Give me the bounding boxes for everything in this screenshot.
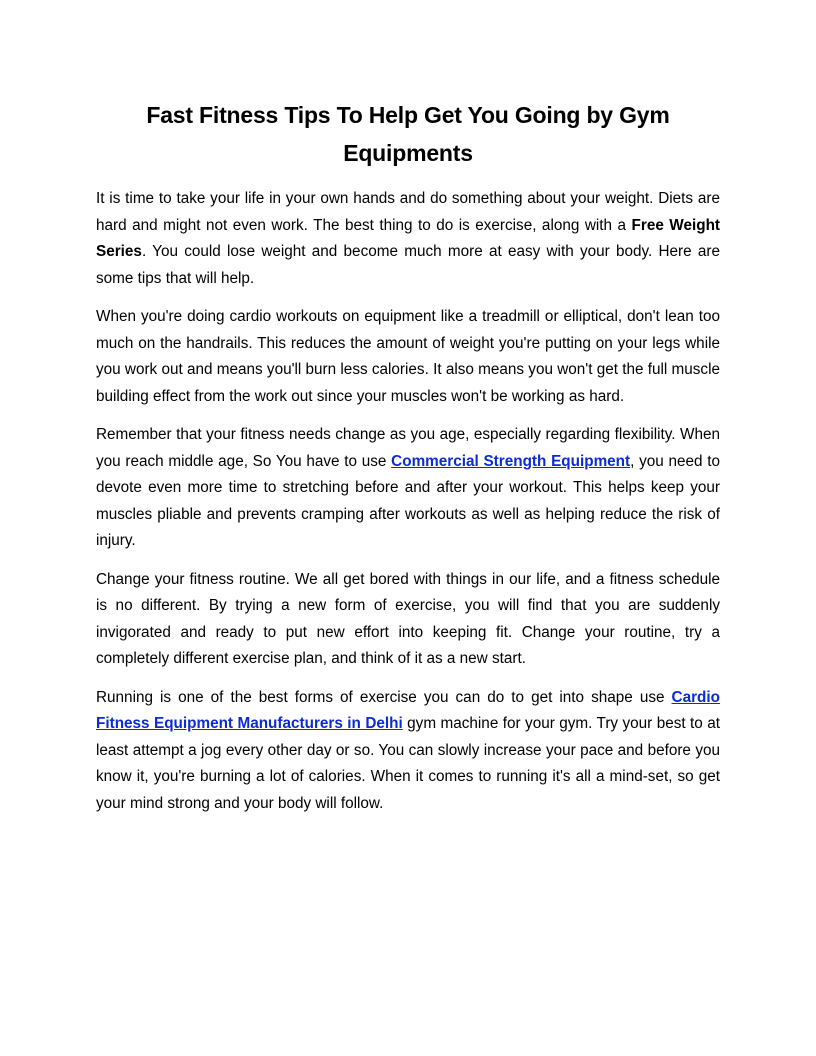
paragraph-intro-text-end: . You could lose weight and become much more at easy with your body. Here are some tips that will help. <box>96 243 720 287</box>
paragraph-flexibility <box>96 422 720 555</box>
document-title: Fast Fitness Tips To Help Get You Going by Gym Equipments <box>146 102 670 166</box>
commercial-strength-equipment-link[interactable]: Commercial Strength Equipment <box>391 452 631 470</box>
paragraph-running <box>96 685 720 818</box>
paragraph-running-text-end: gym machine for your gym. Try your best to at least attempt a jog every other day or so. You can slowly increase your pace and before you know it, you're burning a lot of calories. When it comes to running it's all a mind-set, so get your mind strong and your body will follow. <box>96 715 720 812</box>
paragraph-flexibility-text-start: Remember that your fitness needs change as you age, especially regarding flexibility. When you reach middle age, So You have to use <box>96 426 720 470</box>
paragraph-intro-text-start: It is time to take your life in your own hands and do something about your weight. Diets are hard and might not even work. The best thing to do is exercise, along with a <box>96 190 720 234</box>
free-weight-series-bold: Free Weight Series <box>96 216 721 260</box>
document-page <box>96 96 720 829</box>
cardio-fitness-equipment-link[interactable]: Cardio Fitness Equipment Manufacturers in Delhi <box>96 688 720 732</box>
paragraph-cardio-handrails: When you're doing cardio workouts on equipment like a treadmill or elliptical, don't lean too much on the handrails. This reduces the amount of weight you're putting on your legs while you work out and means you'll burn less calories. It also means you won't get the full muscle building effect from the work out since your muscles won't be working as hard. <box>96 308 720 405</box>
paragraph-flexibility-text-end: , you need to devote even more time to stretching before and after your workout. This helps keep your muscles pliable and prevents cramping after workouts as well as helping reduce the risk of injury. <box>96 452 721 549</box>
paragraph-intro <box>96 186 720 292</box>
paragraph-change-routine: Change your fitness routine. We all get bored with things in our life, and a fitness schedule is no different. By trying a new form of exercise, you will find that you are suddenly invigorated and ready to put new effort into keeping fit. Change your routine, try a completely different exercise plan, and think of it as a new start. <box>96 570 720 667</box>
paragraph-running-text-start: Running is one of the best forms of exercise you can do to get into shape use <box>96 688 672 706</box>
